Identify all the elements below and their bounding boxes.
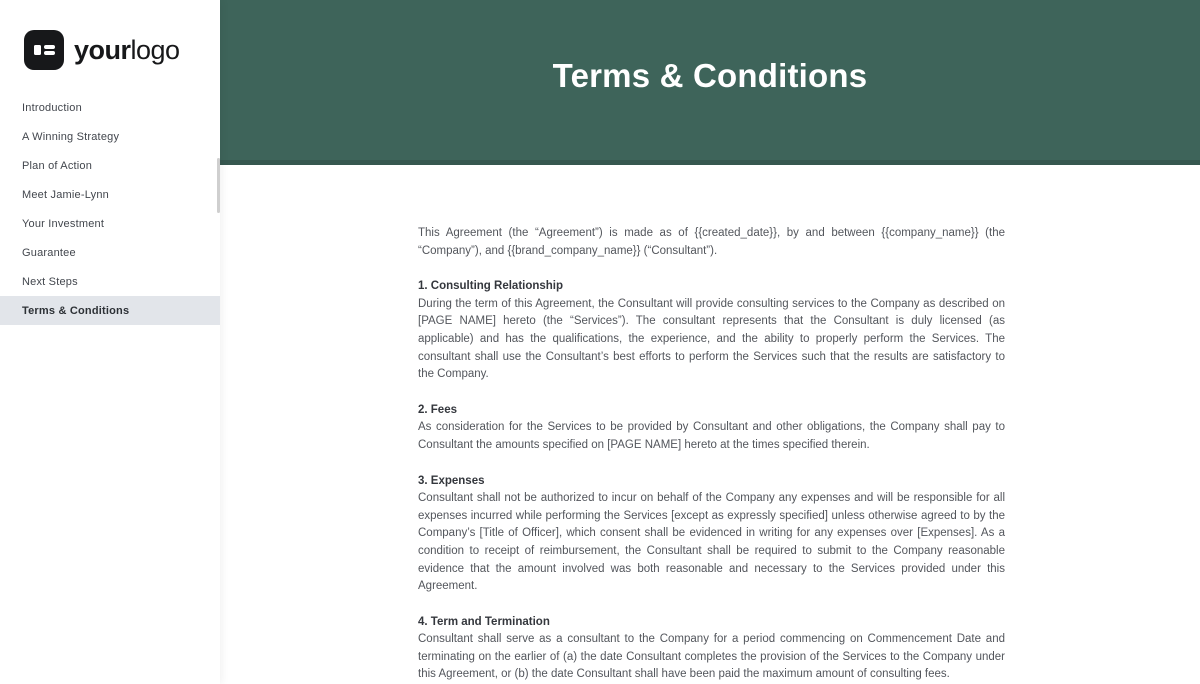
section-body: As consideration for the Services to be provided by Consultant and other obligations, the Company shall pay to Consultant the amounts specified on [PAGE NAME] hereto at the times specified therein.: [418, 421, 1005, 451]
sidebar-nav: [0, 93, 220, 325]
logo-wordmark-bold: your: [74, 34, 131, 65]
sidebar-scrollbar[interactable]: [217, 158, 220, 213]
section-expenses: [418, 473, 1005, 596]
agreement-intro-paragraph: This Agreement (the “Agreement”) is made as of {{created_date}}, by and between {{company_name}} (the “Company”), and {{brand_company_name}} (“Consultant”).: [418, 227, 1005, 257]
page-header-banner: [220, 0, 1200, 165]
section-body: Consultant shall serve as a consultant to the Company for a period commencing on Commencement Date and terminating on the earlier of (a) the date Consultant completes the provision of the Services to the Company under this Agreement, or (b) the date Consultant shall have been paid the maximum amount of consulting fees.: [418, 633, 1005, 681]
section-consulting-relationship: [418, 278, 1005, 384]
sidebar-item-a-winning-strategy[interactable]: A Winning Strategy: [22, 130, 120, 143]
section-fees: [418, 402, 1005, 455]
document-content: [220, 165, 1200, 684]
section-heading: 2. Fees: [418, 403, 457, 416]
logo-wordmark: [74, 35, 180, 66]
logo: [0, 0, 220, 70]
sidebar-item-your-investment[interactable]: Your Investment: [22, 217, 105, 230]
section-heading: 3. Expenses: [418, 474, 485, 487]
sidebar-item-plan-of-action[interactable]: Plan of Action: [22, 159, 93, 172]
logo-wordmark-light: logo: [130, 34, 180, 65]
sidebar-item-next-steps[interactable]: Next Steps: [22, 275, 78, 288]
sidebar-item-introduction[interactable]: Introduction: [22, 101, 82, 114]
sidebar-item-meet-jamie-lynn[interactable]: Meet Jamie-Lynn: [22, 188, 109, 201]
page-title: Terms & Conditions: [552, 56, 868, 94]
section-body: During the term of this Agreement, the Consultant will provide consulting services to the Company as described on [PAGE NAME] hereto (the “Services”). The consultant represents that the Consultant is duly licensed (as applicable) and has the qualifications, the experience, and the ability to properly perform the Services. The consultant shall use the Consultant’s best efforts to perform the Services such that the results are satisfactory to the Company.: [418, 297, 1005, 381]
logo-icon: [24, 30, 64, 70]
sidebar: [0, 0, 220, 684]
main-content: [220, 0, 1200, 684]
sidebar-item-guarantee[interactable]: Guarantee: [22, 246, 76, 259]
section-body: Consultant shall not be authorized to incur on behalf of the Company any expenses and will be responsible for all expenses incurred while performing the Services [except as expressly specified] unless otherwise agreed to by the Company’s [Title of Officer], which consent shall be evidenced in writing for any expenses over [Expenses]. As a condition to receipt of reimbursement, the Consultant shall be required to submit to the Company reasonable evidence that the amount involved was both reasonable and necessary to the Services provided under this Agreement.: [418, 492, 1005, 593]
section-term-and-termination: [418, 614, 1005, 684]
section-heading: 1. Consulting Relationship: [418, 280, 564, 293]
terms-document: [418, 225, 1005, 684]
section-heading: 4. Term and Termination: [418, 615, 550, 628]
sidebar-item-terms-conditions[interactable]: Terms & Conditions: [0, 296, 220, 325]
